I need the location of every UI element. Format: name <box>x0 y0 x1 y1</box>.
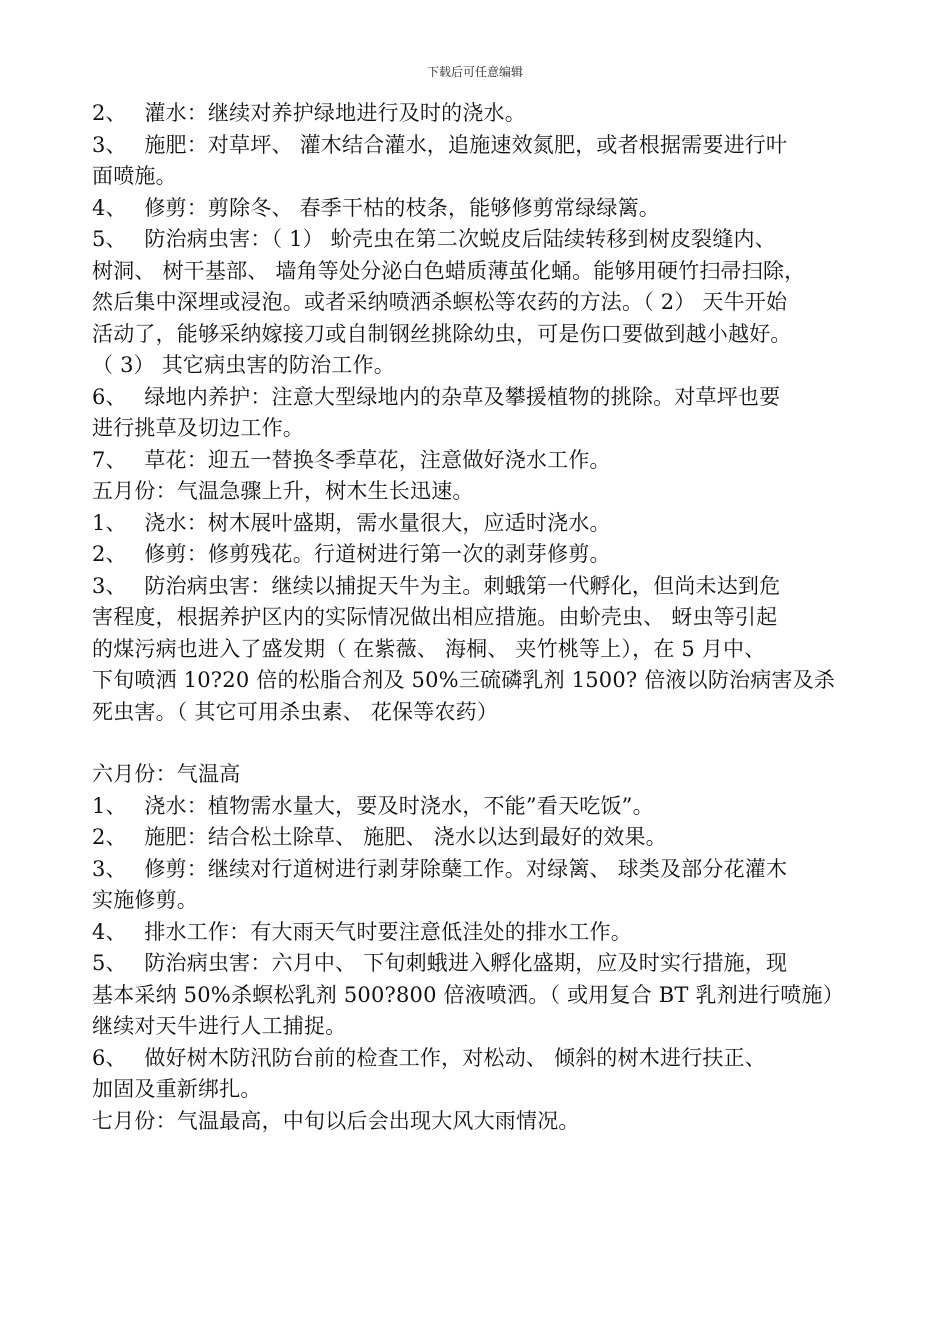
section-heading-june: 六月份：气温高 <box>92 762 241 786</box>
text-line: 害程度，根据养护区内的实际情况做出相应措施。由蚧壳虫、 蚜虫等引起 <box>92 605 778 629</box>
text-line: 5、 防治病虫害：六月中、 下旬刺蛾进入孵化盛期，应及时实行措施，现 <box>92 951 788 975</box>
document-body <box>92 98 872 1137</box>
text-line: 6、 绿地内养护：注意大型绿地内的杂草及攀援植物的挑除。对草坪也要 <box>92 384 781 409</box>
text-line: 4、 排水工作：有大雨天气时要注意低洼处的排水工作。 <box>92 919 632 944</box>
text-line: 2、 修剪：修剪残花。行道树进行第一次的剥芽修剪。 <box>92 542 611 566</box>
text-line: 实施修剪。 <box>92 888 198 912</box>
page-header: 下载后可任意编辑 <box>426 65 523 79</box>
text-line: 3、 修剪：继续对行道树进行剥芽除蘖工作。对绿篱、 球类及部分花灌木 <box>92 856 788 881</box>
text-line: 然后集中深埋或浸泡。或者采纳喷洒杀螟松等农药的方法。（ 2） 天牛开始 <box>92 290 788 314</box>
text-line: 基本采纳 50%杀螟松乳剂 500?800 倍液喷洒。（ 或用复合 BT 乳剂进行喷施） <box>92 982 844 1007</box>
text-line: 3、 施肥：对草坪、 灌木结合灌水，追施速效氮肥，或者根据需要进行叶 <box>92 132 788 157</box>
text-line: （ 3） 其它病虫害的防治工作。 <box>92 353 395 377</box>
text-line: 树洞、 树干基部、 墙角等处分泌白色蜡质薄茧化蛹。能够用硬竹扫帚扫除， <box>92 258 806 283</box>
text-line: 死虫害。（ 其它可用杀虫素、 花保等农药） <box>92 699 499 724</box>
text-line: 3、 防治病虫害：继续以捕捉天牛为主。刺蛾第一代孵化，但尚未达到危 <box>92 573 781 598</box>
text-line: 进行挑草及切边工作。 <box>92 416 304 440</box>
text-line: 加固及重新绑扎。 <box>92 1077 262 1101</box>
text-line: 面喷施。 <box>92 164 177 188</box>
text-line: 4、 修剪：剪除冬、 春季干枯的枝条，能够修剪常绿绿篱。 <box>92 195 661 220</box>
text-line: 继续对天牛进行人工捕捉。 <box>92 1014 347 1038</box>
text-line: 2、 施肥：结合松土除草、 施肥、 浇水以达到最好的效果。 <box>92 825 667 849</box>
text-line: 7、 草花：迎五一替换冬季草花，注意做好浇水工作。 <box>92 447 611 472</box>
text-line: 1、 浇水：植物需水量大，要及时浇水，不能”看天吃饭”。 <box>92 793 654 818</box>
text-line: 5、 防治病虫害：（ 1） 蚧壳虫在第二次蜕皮后陆续转移到树皮裂缝内、 <box>92 227 776 251</box>
blank-line <box>92 728 872 759</box>
text-line: 下旬喷洒 10?20 倍的松脂合剂及 50%三硫磷乳剂 1500? 倍液以防治病害及杀 <box>92 668 836 692</box>
text-line: 6、 做好树木防汛防台前的检查工作，对松动、 倾斜的树木进行扶正、 <box>92 1045 767 1070</box>
text-line: 活动了，能够采纳嫁接刀或自制钢丝挑除幼虫，可是伤口要做到越小越好。 <box>92 321 792 346</box>
section-heading-may: 五月份：气温急骤上升，树木生长迅速。 <box>92 479 474 503</box>
section-heading-july: 七月份：气温最高，中旬以后会出现大风大雨情况。 <box>92 1108 580 1133</box>
text-line: 1、 浇水：树木展叶盛期，需水量很大，应适时浇水。 <box>92 510 611 535</box>
text-line: 2、 灌水：继续对养护绿地进行及时的浇水。 <box>92 101 526 125</box>
text-line: 的煤污病也进入了盛发期（ 在紫薇、 海桐、 夹竹桃等上），在 5 月中、 <box>92 636 766 661</box>
